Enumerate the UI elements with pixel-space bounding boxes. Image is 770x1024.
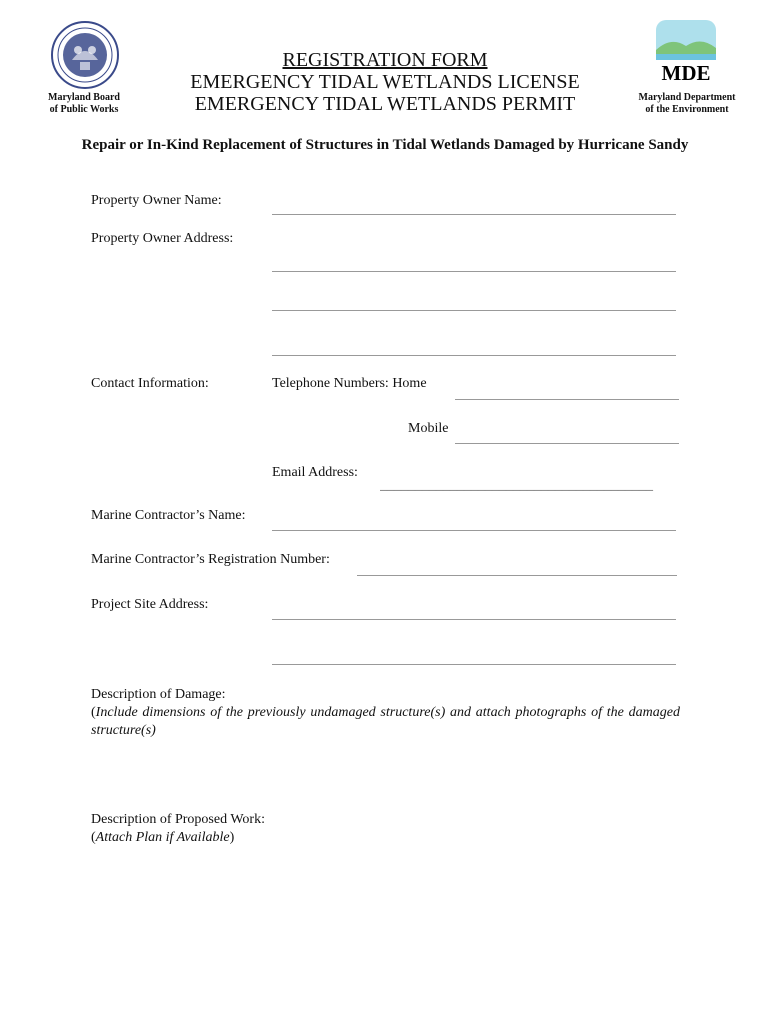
email-field[interactable]: _______________________________________ xyxy=(380,478,653,493)
contractor-registration-label: Marine Contractor’s Registration Number: xyxy=(91,552,330,567)
telephone-home-label: Telephone Numbers: Home xyxy=(272,376,427,391)
left-logo-caption-line1: Maryland Board xyxy=(48,92,120,103)
mobile-label: Mobile xyxy=(408,421,449,436)
form-title xyxy=(150,49,620,115)
owner-name-field[interactable] xyxy=(272,214,676,215)
right-logo-caption-line1: Maryland Department xyxy=(638,92,736,103)
owner-address-label: Property Owner Address: xyxy=(91,231,234,246)
proposed-work-block xyxy=(91,811,680,847)
contractor-name-label: Marine Contractor’s Name: xyxy=(91,508,246,523)
site-address-label: Project Site Address: xyxy=(91,597,209,612)
right-logo-caption xyxy=(627,92,747,116)
proposed-work-label: Description of Proposed Work: xyxy=(91,812,265,827)
contractor-registration-field[interactable] xyxy=(357,575,677,576)
mde-logo-text: MDE xyxy=(661,61,711,85)
left-logo-caption-line2: of Public Works xyxy=(49,104,119,115)
work-note-open-paren: ( xyxy=(91,830,96,845)
left-logo-caption xyxy=(34,92,134,116)
work-note-text: Attach Plan if Available xyxy=(95,830,230,845)
right-logo-caption-line2: of the Environment xyxy=(645,104,729,115)
email-label: Email Address: xyxy=(272,465,358,480)
site-address-field-line1[interactable] xyxy=(272,619,676,620)
maryland-board-seal-logo xyxy=(50,20,120,90)
damage-note-text: Include dimensions of the previously undamaged structure(s) and attach photographs of the damaged structure(s) xyxy=(91,705,680,738)
site-address-field-line2[interactable] xyxy=(272,664,676,665)
mobile-phone-field[interactable] xyxy=(455,443,679,444)
work-note-close-paren: ) xyxy=(229,830,235,845)
proposed-work-note xyxy=(91,829,680,847)
title-line3: EMERGENCY TIDAL WETLANDS PERMIT xyxy=(194,93,576,115)
owner-address-field-line3[interactable] xyxy=(272,355,676,356)
title-line2: EMERGENCY TIDAL WETLANDS LICENSE xyxy=(190,71,580,93)
mde-logo xyxy=(656,20,716,84)
owner-name-label: Property Owner Name: xyxy=(91,193,222,208)
form-subtitle: Repair or In-Kind Replacement of Structures in Tidal Wetlands Damaged by Hurricane Sandy xyxy=(81,137,689,153)
damage-description-label: Description of Damage: xyxy=(91,687,226,702)
home-phone-field[interactable] xyxy=(455,399,679,400)
owner-address-field-line1[interactable] xyxy=(272,271,676,272)
title-line1: REGISTRATION FORM xyxy=(282,49,488,71)
contractor-name-field[interactable] xyxy=(272,530,676,531)
damage-description-block xyxy=(91,686,680,740)
damage-note-open-paren: ( xyxy=(91,705,96,720)
owner-address-field-line2[interactable] xyxy=(272,310,676,311)
damage-description-note xyxy=(91,704,680,740)
contact-info-label: Contact Information: xyxy=(91,376,209,391)
